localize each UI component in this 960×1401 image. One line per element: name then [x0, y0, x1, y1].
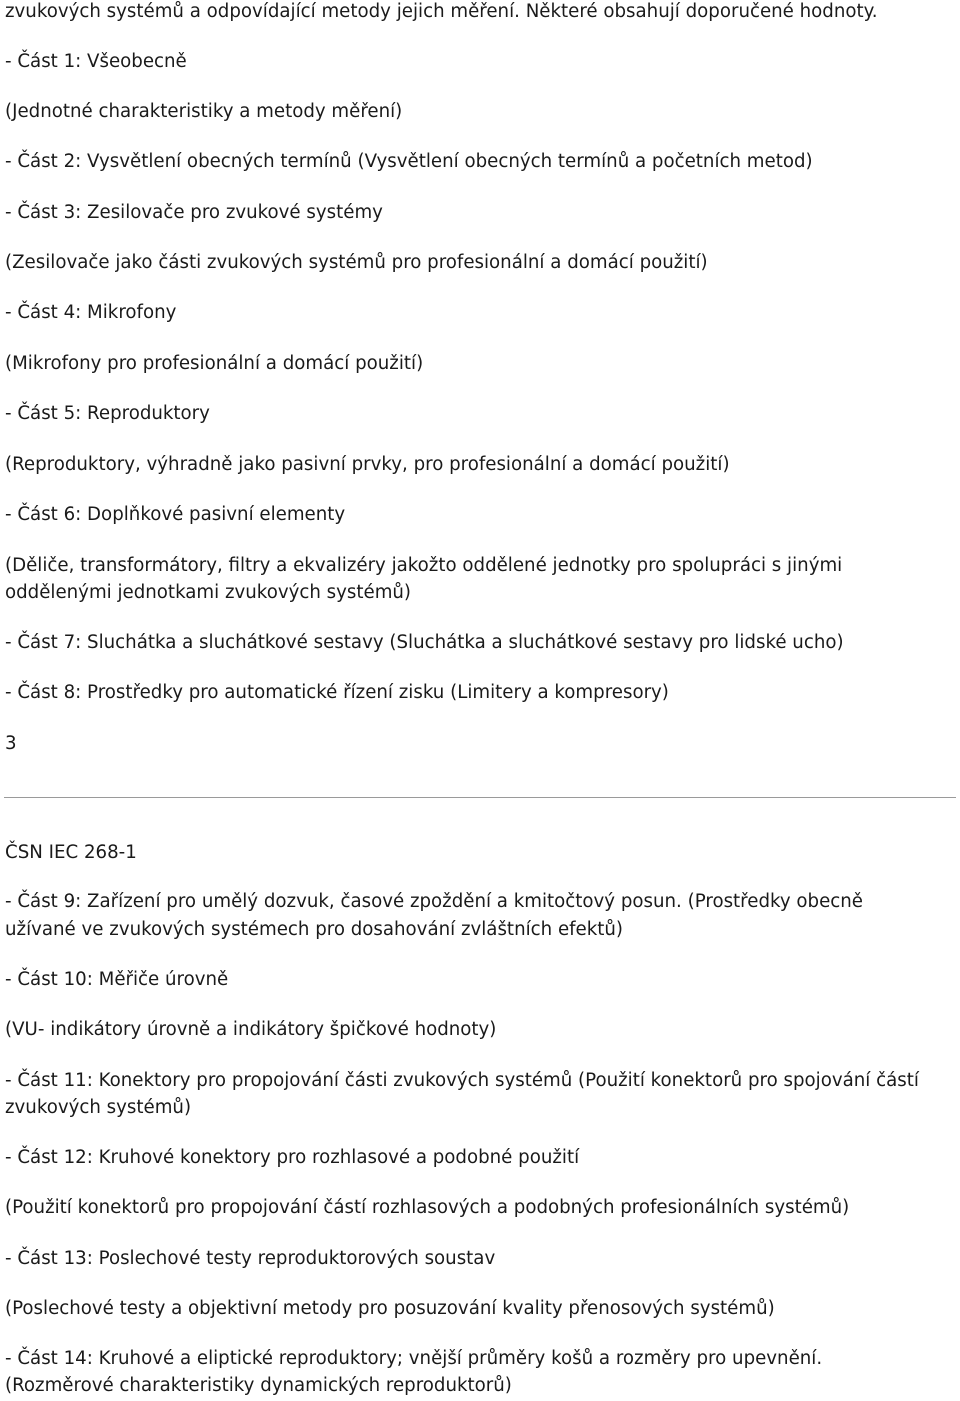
intro-text-tail: zvukových systémů a odpovídající metody jejich měření. Některé obsahují doporučené hodnoty.: [5, 1, 878, 22]
part-8-title: - Část 8: Prostředky pro automatické řízení zisku (Limitery a kompresory): [5, 682, 669, 703]
running-header: ČSN IEC 268-1: [5, 842, 137, 863]
part-5-description: (Reproduktory, výhradně jako pasivní prvky, pro profesionální a domácí použití): [5, 454, 730, 475]
part-11-title-line-2: zvukových systémů): [5, 1097, 192, 1118]
part-6-title: - Část 6: Doplňkové pasivní elementy: [5, 504, 346, 525]
part-12-title: - Část 12: Kruhové konektory pro rozhlasové a podobné použití: [5, 1147, 580, 1168]
part-5-title: - Část 5: Reproduktory: [5, 403, 210, 424]
part-13-description: (Poslechové testy a objektivní metody pro posuzování kvality přenosových systémů): [5, 1298, 775, 1319]
part-9-title-line-1: - Část 9: Zařízení pro umělý dozvuk, časové zpoždění a kmitočtový posun. (Prostředky obecně: [5, 891, 863, 912]
part-2-title: - Část 2: Vysvětlení obecných termínů (Vysvětlení obecných termínů a početních metod): [5, 151, 813, 172]
part-3-title: - Část 3: Zesilovače pro zvukové systémy: [5, 202, 383, 223]
part-10-description: (VU- indikátory úrovně a indikátory špičkové hodnoty): [5, 1019, 497, 1040]
part-6-description-line-1: (Děliče, transformátory, filtry a ekvalizéry jakožto oddělené jednotky pro spolupráci s jinými: [5, 555, 843, 576]
part-6-description-line-2: oddělenými jednotkami zvukových systémů): [5, 582, 412, 603]
part-3-description: (Zesilovače jako části zvukových systémů pro profesionální a domácí použití): [5, 252, 708, 273]
part-14-title: - Část 14: Kruhové a eliptické reproduktory; vnější průměry košů a rozměry pro upevnění.: [5, 1348, 823, 1369]
part-4-description: (Mikrofony pro profesionální a domácí použití): [5, 353, 424, 374]
part-7-title: - Část 7: Sluchátka a sluchátkové sestavy (Sluchátka a sluchátkové sestavy pro lidské ucho): [5, 632, 844, 653]
part-1-title: - Část 1: Všeobecně: [5, 51, 187, 72]
part-11-title-line-1: - Část 11: Konektory pro propojování části zvukových systémů (Použití konektorů pro spojování částí: [5, 1070, 919, 1091]
part-4-title: - Část 4: Mikrofony: [5, 302, 177, 323]
page-divider: [4, 797, 956, 798]
part-12-description: (Použití konektorů pro propojování částí rozhlasových a podobných profesionálních systémů): [5, 1197, 850, 1218]
page-number: 3: [5, 733, 17, 754]
part-14-description: (Rozměrové charakteristiky dynamických reproduktorů): [5, 1375, 512, 1396]
part-9-title-line-2: užívané ve zvukových systémech pro dosahování zvláštních efektů): [5, 919, 624, 940]
part-13-title: - Část 13: Poslechové testy reproduktorových soustav: [5, 1248, 496, 1269]
part-1-description: (Jednotné charakteristiky a metody měření): [5, 101, 403, 122]
part-10-title: - Část 10: Měřiče úrovně: [5, 969, 229, 990]
